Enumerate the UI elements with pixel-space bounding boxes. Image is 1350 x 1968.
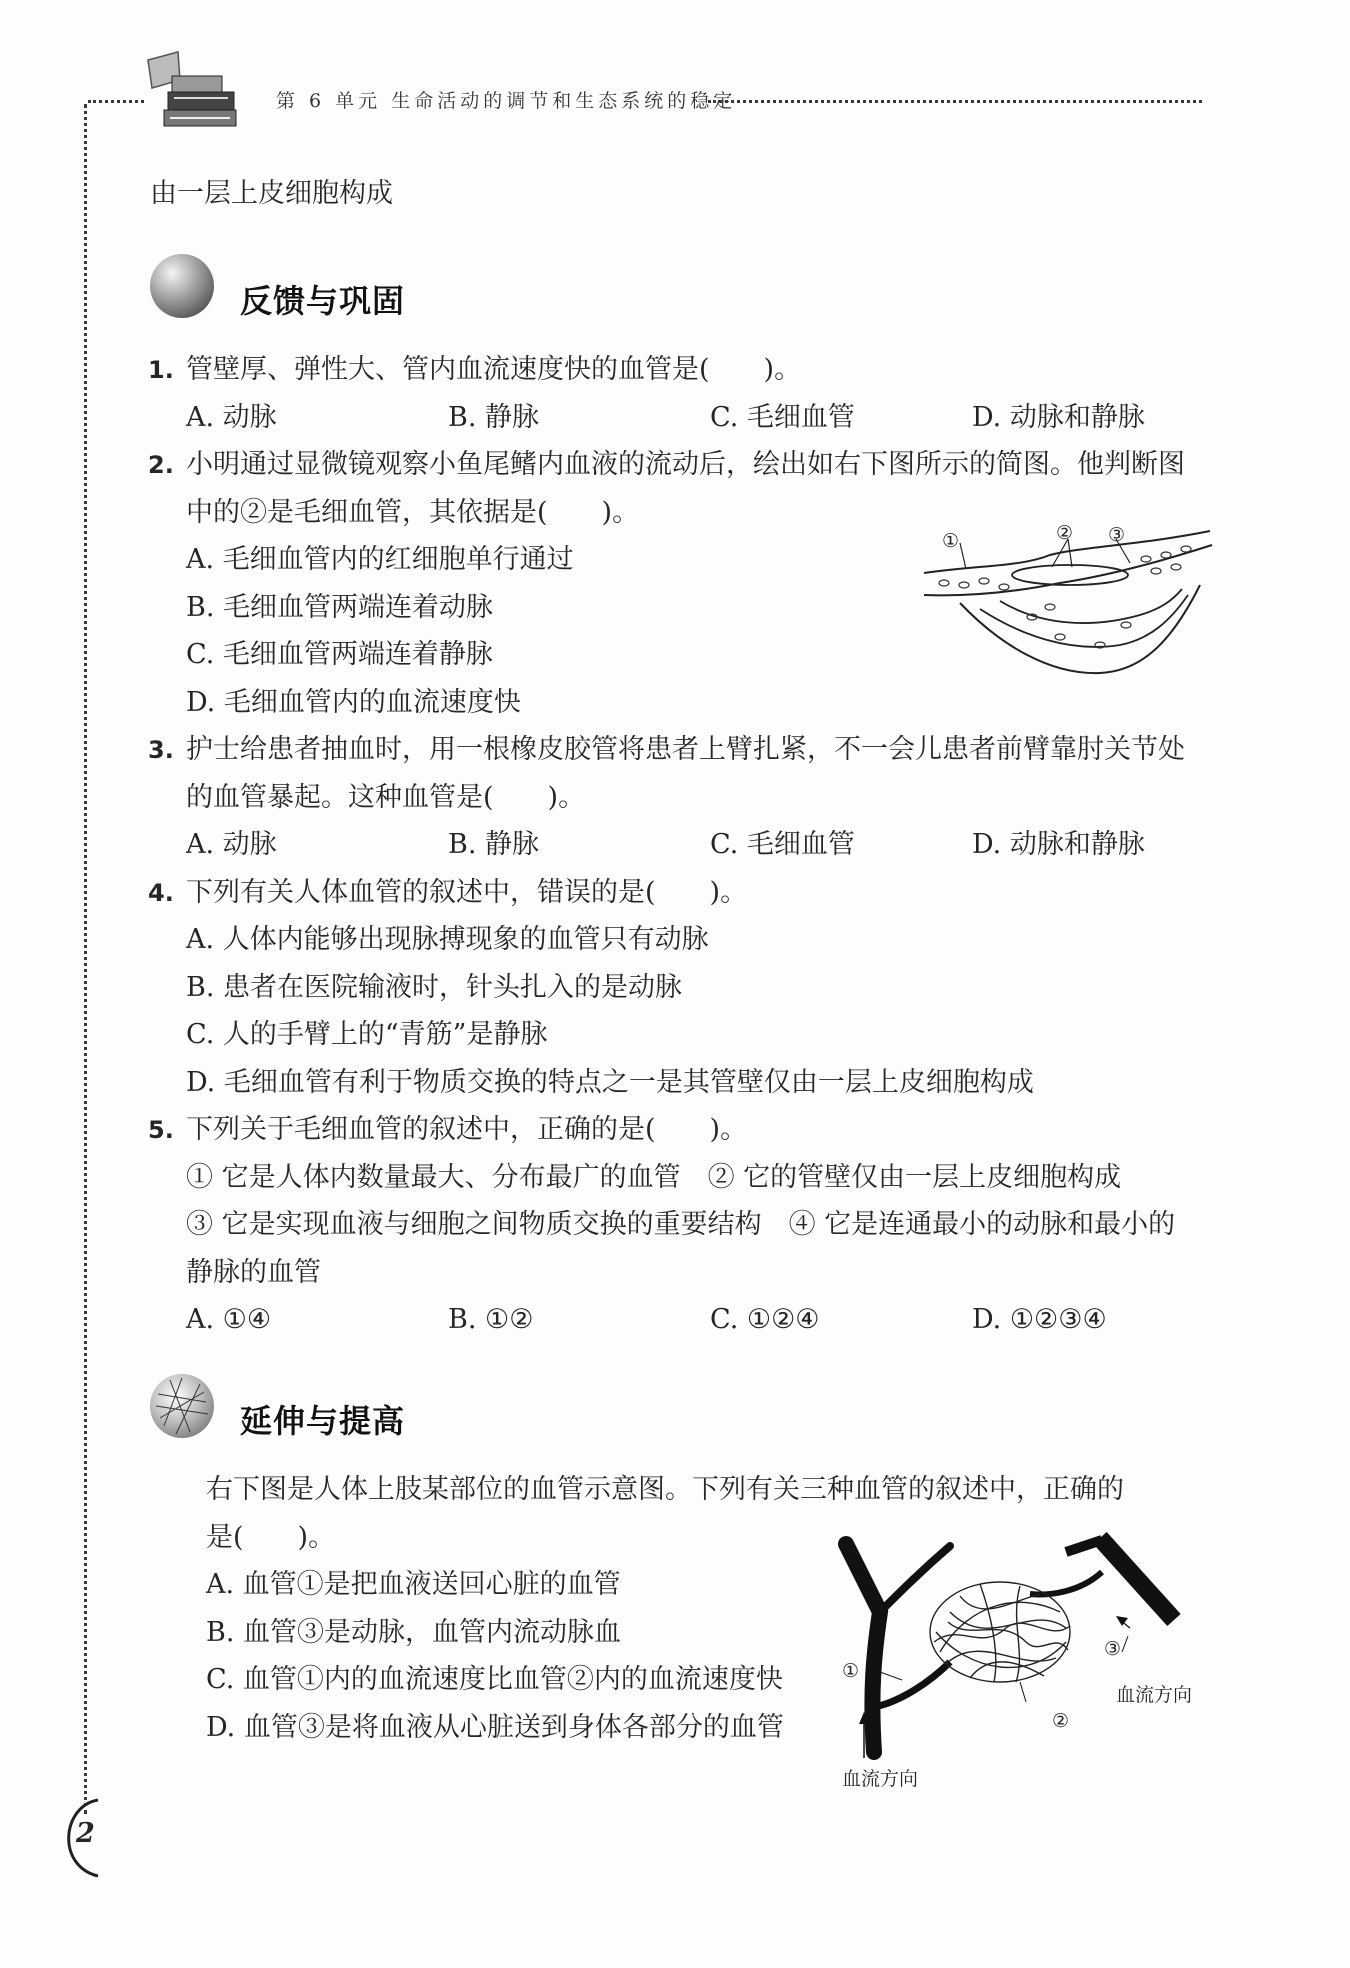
- upper-limb-vessel-figure: [830, 1532, 1193, 1762]
- q1-option-a: A. 动脉: [186, 402, 277, 433]
- q3-option-c: C. 毛细血管: [710, 829, 855, 860]
- question-3-stem-line1: 护士给患者抽血时，用一根橡皮胶管将患者上臂扎紧，不一会儿患者前臂靠肘关节处: [186, 734, 1185, 765]
- ext-option-a: A. 血管①是把血液送回心脏的血管: [206, 1569, 621, 1600]
- question-2-stem-line2: 中的②是毛细血管，其依据是( )。: [186, 497, 640, 528]
- question-3-stem-line2: 的血管暴起。这种血管是( )。: [186, 782, 586, 813]
- extension-stem-line1: 右下图是人体上肢某部位的血管示意图。下列有关三种血管的叙述中，正确的: [206, 1474, 1124, 1505]
- q5-option-b: B. ①②: [448, 1304, 534, 1335]
- q1-option-c: C. 毛细血管: [710, 402, 855, 433]
- question-4-stem: 下列有关人体血管的叙述中，错误的是( )。: [186, 877, 748, 908]
- fig2-label-1: ①: [842, 1660, 860, 1682]
- q5-statement-line2: ③ 它是实现血液与细胞之间物质交换的重要结构 ④ 它是连通最小的动脉和最小的: [186, 1209, 1176, 1240]
- q3-option-b: B. 静脉: [448, 829, 540, 860]
- fig2-label-3: ③: [1104, 1638, 1122, 1660]
- ext-option-c: C. 血管①内的血流速度比血管②内的血流速度快: [206, 1664, 783, 1695]
- q2-option-a: A. 毛细血管内的红细胞单行通过: [186, 544, 574, 575]
- q2-option-d: D. 毛细血管内的血流速度快: [186, 687, 521, 718]
- ext-option-b: B. 血管③是动脉，血管内流动脉血: [206, 1617, 622, 1648]
- page-margin-rule: [84, 104, 87, 1814]
- question-2-stem-line1: 小明通过显微镜观察小鱼尾鳍内血液的流动后，绘出如右下图所示的简图。他判断图: [186, 449, 1185, 480]
- q4-option-d: D. 毛细血管有利于物质交换的特点之一是其管壁仅由一层上皮细胞构成: [186, 1067, 1034, 1098]
- q4-option-c: C. 人的手臂上的“青筋”是静脉: [186, 1019, 548, 1050]
- header-rule-right: [708, 100, 1202, 103]
- q1-option-d: D. 动脉和静脉: [972, 402, 1145, 433]
- header-rule-left: [88, 100, 144, 103]
- page-number: 2: [76, 1818, 95, 1849]
- flow-direction-label-bottom: 血流方向: [842, 1768, 919, 1790]
- ext-option-d: D. 血管③是将血液从心脏送到身体各部分的血管: [206, 1712, 784, 1743]
- question-number: 2.: [148, 451, 174, 479]
- question-number: 1.: [148, 356, 174, 384]
- intro-line: 由一层上皮细胞构成: [150, 178, 393, 209]
- fig2-label-2: ②: [1052, 1710, 1070, 1732]
- flow-direction-label-right: 血流方向: [1116, 1684, 1193, 1706]
- unit-header: 第 6 单元 生命活动的调节和生态系统的稳定: [276, 90, 737, 112]
- q4-option-a: A. 人体内能够出现脉搏现象的血管只有动脉: [186, 924, 709, 955]
- fig1-label-1: ①: [942, 530, 960, 552]
- globe-icon: [150, 254, 214, 318]
- q2-option-c: C. 毛细血管两端连着静脉: [186, 639, 493, 670]
- q3-option-a: A. 动脉: [186, 829, 277, 860]
- q4-option-b: B. 患者在医院输液时，针头扎入的是动脉: [186, 972, 683, 1003]
- question-5-stem: 下列关于毛细血管的叙述中，正确的是( )。: [186, 1114, 748, 1145]
- question-1-stem: 管壁厚、弹性大、管内血流速度快的血管是( )。: [186, 354, 802, 385]
- q3-option-d: D. 动脉和静脉: [972, 829, 1145, 860]
- q2-option-b: B. 毛细血管两端连着动脉: [186, 592, 494, 623]
- q5-option-a: A. ①④: [186, 1304, 272, 1335]
- books-icon: [138, 50, 242, 138]
- q5-statement-line3: 静脉的血管: [186, 1257, 321, 1288]
- question-number: 5.: [148, 1116, 174, 1144]
- question-number: 3.: [148, 736, 174, 764]
- network-lines-icon: [150, 1374, 214, 1438]
- question-number: 4.: [148, 879, 174, 907]
- fig1-label-2: ②: [1056, 522, 1074, 544]
- q5-option-d: D. ①②③④: [972, 1304, 1107, 1335]
- extension-stem-line2: 是( )。: [206, 1522, 336, 1553]
- section-title-extension: 延伸与提高: [240, 1402, 406, 1440]
- q1-option-b: B. 静脉: [448, 402, 540, 433]
- section-title-feedback: 反馈与巩固: [240, 282, 406, 320]
- fish-tail-capillary-figure: [920, 525, 1220, 695]
- q5-statement-line1: ① 它是人体内数量最大、分布最广的血管 ② 它的管壁仅由一层上皮细胞构成: [186, 1162, 1122, 1193]
- fig1-label-3: ③: [1108, 524, 1126, 546]
- q5-option-c: C. ①②④: [710, 1304, 820, 1335]
